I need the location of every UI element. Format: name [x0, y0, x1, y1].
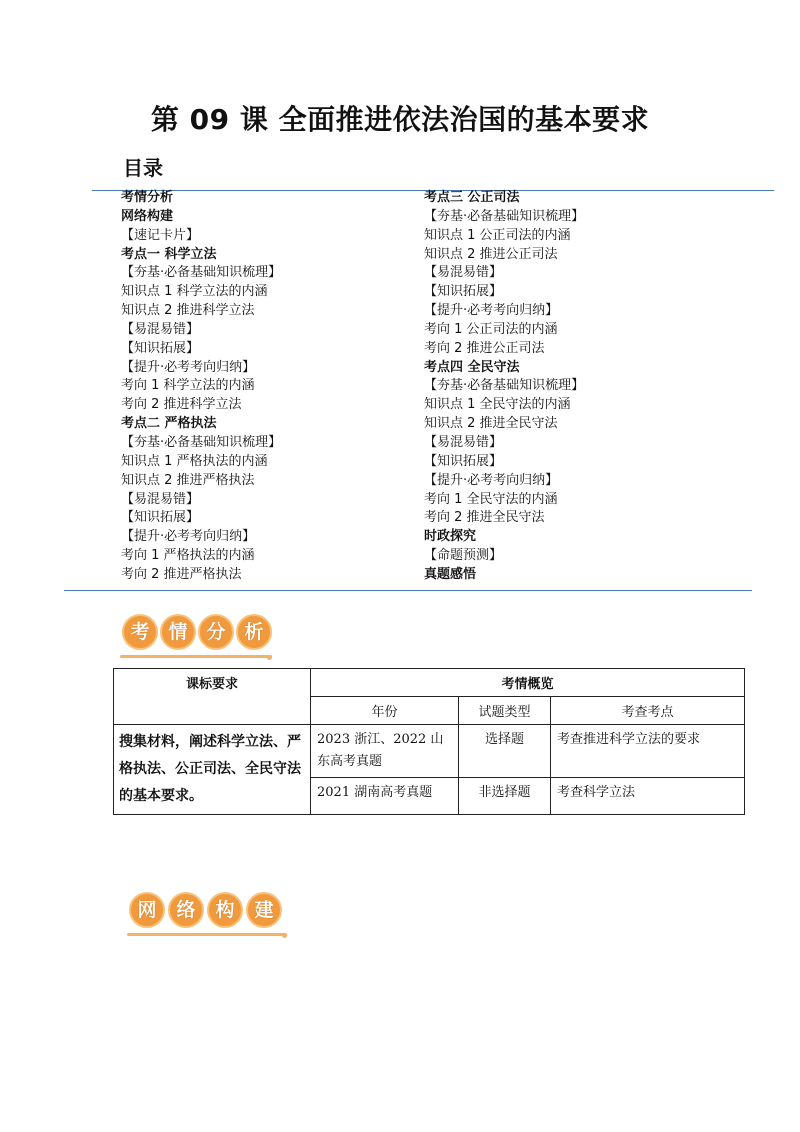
section-banner-network [127, 892, 287, 936]
toc-item[interactable]: 考点三 公正司法 [424, 190, 520, 205]
row-year: 2021 湖南高考真题 [311, 778, 459, 815]
toc-item[interactable]: 【夯基·必备基础知识梳理】 [424, 378, 585, 394]
banner-underline [127, 933, 287, 936]
header-overview: 考情概览 [311, 669, 745, 697]
toc-item[interactable]: 【夯基·必备基础知识梳理】 [121, 265, 282, 281]
toc-item[interactable]: 【命题预测】 [424, 548, 503, 564]
toc-item[interactable]: 考向 2 推进公正司法 [424, 340, 545, 356]
toc-item[interactable]: 知识点 2 推进科学立法 [121, 303, 255, 319]
toc-left-column [121, 189, 281, 585]
toc-item[interactable]: 考向 1 全民守法的内涵 [424, 491, 558, 507]
toc-item[interactable]: 时政探究 [424, 529, 477, 545]
header-requirement: 课标要求 [114, 669, 311, 725]
banner-dot [267, 655, 272, 660]
row-type: 选择题 [459, 725, 551, 778]
banner-underline [120, 655, 272, 658]
banner-char: 析 [236, 614, 272, 650]
toc-right-column [424, 189, 584, 585]
subheader-type: 试题类型 [459, 697, 551, 725]
toc-item[interactable]: 考向 1 严格执法的内涵 [121, 548, 255, 564]
banner-char: 建 [246, 892, 282, 928]
toc-item[interactable]: 知识点 2 推进公正司法 [424, 246, 558, 262]
toc-item[interactable]: 考点二 严格执法 [121, 416, 217, 432]
banner-char: 考 [122, 614, 158, 650]
toc-item[interactable]: 【提升·必考考向归纳】 [424, 472, 559, 488]
page-title: 第 09 课 全面推进依法治国的基本要求 [150, 103, 650, 136]
toc-item[interactable]: 考点四 全民守法 [424, 359, 520, 375]
toc-item[interactable]: 知识点 2 推进严格执法 [121, 472, 255, 488]
banner-char: 分 [198, 614, 234, 650]
toc-item[interactable]: 【夯基·必备基础知识梳理】 [424, 208, 585, 224]
banner-char: 情 [160, 614, 196, 650]
toc-item[interactable]: 考向 2 推进全民守法 [424, 510, 545, 526]
row-point: 考查推进科学立法的要求 [551, 725, 745, 778]
toc-item[interactable]: 考点一 科学立法 [121, 246, 217, 262]
toc-item[interactable]: 【易混易错】 [424, 434, 503, 450]
toc-item[interactable]: 【提升·必考考向归纳】 [121, 359, 256, 375]
toc-item[interactable]: 真题感悟 [424, 566, 477, 582]
toc-item[interactable]: 考向 2 推进严格执法 [121, 566, 242, 582]
section-banner-exam-analysis [120, 614, 272, 658]
toc-item[interactable]: 【知识拓展】 [121, 340, 200, 356]
toc-item[interactable]: 【速记卡片】 [121, 227, 200, 243]
toc-item[interactable]: 知识点 1 严格执法的内涵 [121, 453, 268, 469]
toc-item[interactable]: 【夯基·必备基础知识梳理】 [121, 434, 282, 450]
toc-item[interactable]: 【易混易错】 [424, 265, 503, 281]
banner-char: 构 [207, 892, 243, 928]
toc-item[interactable]: 考向 1 公正司法的内涵 [424, 321, 558, 337]
toc-bottom-rule [64, 590, 752, 591]
subheader-point: 考查考点 [551, 697, 745, 725]
subheader-year: 年份 [311, 697, 459, 725]
banner-char: 络 [168, 892, 204, 928]
toc-heading: 目录 [123, 156, 163, 180]
row-point: 考查科学立法 [551, 778, 745, 815]
toc-item[interactable]: 知识点 1 科学立法的内涵 [121, 284, 268, 300]
toc-item[interactable]: 网络构建 [121, 208, 174, 224]
toc-item[interactable]: 考向 2 推进科学立法 [121, 397, 242, 413]
toc-item[interactable]: 【知识拓展】 [121, 510, 200, 526]
toc-item[interactable]: 知识点 1 全民守法的内涵 [424, 397, 571, 413]
row-type: 非选择题 [459, 778, 551, 815]
banner-char: 网 [129, 892, 165, 928]
row-year: 2023 浙江、2022 山东高考真题 [311, 725, 459, 778]
toc-item[interactable]: 考情分析 [121, 190, 174, 205]
toc-item[interactable]: 【提升·必考考向归纳】 [424, 303, 559, 319]
toc-item[interactable]: 考向 1 科学立法的内涵 [121, 378, 255, 394]
toc-item[interactable]: 【知识拓展】 [424, 284, 503, 300]
toc-item[interactable]: 【易混易错】 [121, 491, 200, 507]
requirement-text: 搜集材料，阐述科学立法、严格执法、公正司法、全民守法的基本要求。 [114, 725, 311, 815]
toc-item[interactable]: 【提升·必考考向归纳】 [121, 529, 256, 545]
banner-dot [282, 933, 287, 938]
exam-info-table [113, 668, 745, 815]
toc-item[interactable]: 【易混易错】 [121, 321, 200, 337]
toc-item[interactable]: 知识点 1 公正司法的内涵 [424, 227, 571, 243]
toc-item[interactable]: 知识点 2 推进全民守法 [424, 416, 558, 432]
toc-item[interactable]: 【知识拓展】 [424, 453, 503, 469]
